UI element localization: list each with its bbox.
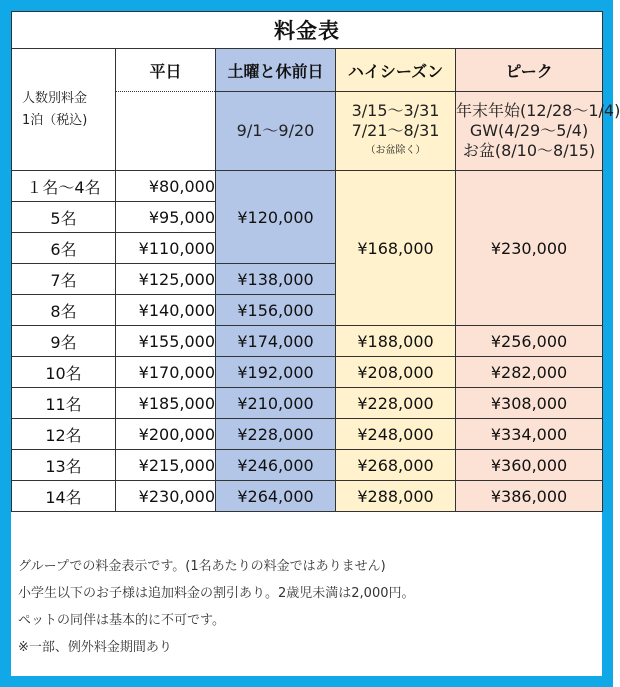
weekday-price: ¥170,000 <box>116 357 216 388</box>
weekday-price: ¥140,000 <box>116 295 216 326</box>
persons-cell: 8名 <box>12 295 116 326</box>
persons-cell: 11名 <box>12 388 116 419</box>
persons-cell: 10名 <box>12 357 116 388</box>
high-price: ¥268,000 <box>336 450 456 481</box>
peak-price: ¥334,000 <box>456 419 603 450</box>
persons-cell: 12名 <box>12 419 116 450</box>
header-weekend: 土曜と休前日 <box>216 49 336 92</box>
note-line: グループでの料金表示です。(1名あたりの料金ではありません) <box>18 559 386 574</box>
weekday-price: ¥200,000 <box>116 419 216 450</box>
note-line: ペットの同伴は基本的に不可です。 <box>18 613 225 628</box>
high-period-note: （お盆除く） <box>365 145 426 156</box>
peak-period-cell <box>456 92 620 171</box>
high-season-period-cell <box>336 92 456 171</box>
persons-label-cell <box>12 49 116 171</box>
peak-price: ¥308,000 <box>456 388 603 419</box>
persons-cell: 13名 <box>12 450 116 481</box>
peak-price: ¥386,000 <box>456 481 603 512</box>
persons-label-line2: 1泊（税込) <box>22 112 88 128</box>
weekday-price: ¥230,000 <box>116 481 216 512</box>
peak-price: ¥282,000 <box>456 357 603 388</box>
rate-table <box>11 11 620 512</box>
persons-cell: 6名 <box>12 233 116 264</box>
weekend-price: ¥174,000 <box>216 326 336 357</box>
weekend-period-cell <box>216 92 336 171</box>
table-row <box>12 419 603 450</box>
header-high-season: ハイシーズン <box>336 49 456 92</box>
high-price: ¥248,000 <box>336 419 456 450</box>
weekday-period-cell <box>116 92 216 171</box>
persons-cell: 14名 <box>12 481 116 512</box>
weekday-price: ¥215,000 <box>116 450 216 481</box>
weekend-price: ¥210,000 <box>216 388 336 419</box>
high-price: ¥228,000 <box>336 388 456 419</box>
weekday-price: ¥110,000 <box>116 233 216 264</box>
persons-cell: 9名 <box>12 326 116 357</box>
high-period-line1: 3/15〜3/31 <box>351 101 440 120</box>
weekend-price: ¥228,000 <box>216 419 336 450</box>
high-price: ¥208,000 <box>336 357 456 388</box>
weekday-price: ¥80,000 <box>116 171 216 202</box>
table-row <box>12 388 603 419</box>
note-line: ※一部、例外料金期間あり <box>18 640 172 655</box>
table-row <box>12 481 603 512</box>
weekend-price: ¥156,000 <box>216 295 336 326</box>
weekend-price-merged: ¥120,000 <box>216 171 336 264</box>
peak-price-merged: ¥230,000 <box>456 171 603 326</box>
peak-price: ¥360,000 <box>456 450 603 481</box>
peak-period-line3: お盆(8/10〜8/15) <box>462 141 596 160</box>
weekday-price: ¥155,000 <box>116 326 216 357</box>
high-price-merged: ¥168,000 <box>336 171 456 326</box>
weekend-price: ¥192,000 <box>216 357 336 388</box>
peak-price: ¥256,000 <box>456 326 603 357</box>
note-line: 小学生以下のお子様は追加料金の割引あり。2歳児未満は2,000円。 <box>18 586 415 601</box>
weekend-period: 9/1〜9/20 <box>236 121 315 140</box>
persons-cell: １名〜4名 <box>12 171 116 202</box>
table-row <box>12 326 603 357</box>
weekday-price: ¥185,000 <box>116 388 216 419</box>
persons-cell: 5名 <box>12 202 116 233</box>
weekend-price: ¥246,000 <box>216 450 336 481</box>
weekday-price: ¥125,000 <box>116 264 216 295</box>
table-row <box>12 357 603 388</box>
high-period-line2: 7/21〜8/31 <box>351 121 440 140</box>
table-row <box>12 171 603 202</box>
header-weekday: 平日 <box>116 49 216 92</box>
persons-label-line1: 人数別料金 <box>22 90 88 106</box>
weekend-price: ¥138,000 <box>216 264 336 295</box>
weekday-price: ¥95,000 <box>116 202 216 233</box>
peak-period-line1: 年末年始(12/28〜1/4) <box>456 101 620 120</box>
high-price: ¥288,000 <box>336 481 456 512</box>
header-peak: ピーク <box>456 49 603 92</box>
notes-section <box>18 553 415 661</box>
peak-period-line2: GW(4/29〜5/4) <box>469 121 589 140</box>
table-title: 料金表 <box>12 12 603 49</box>
weekend-price: ¥264,000 <box>216 481 336 512</box>
high-price: ¥188,000 <box>336 326 456 357</box>
table-row <box>12 450 603 481</box>
persons-cell: 7名 <box>12 264 116 295</box>
